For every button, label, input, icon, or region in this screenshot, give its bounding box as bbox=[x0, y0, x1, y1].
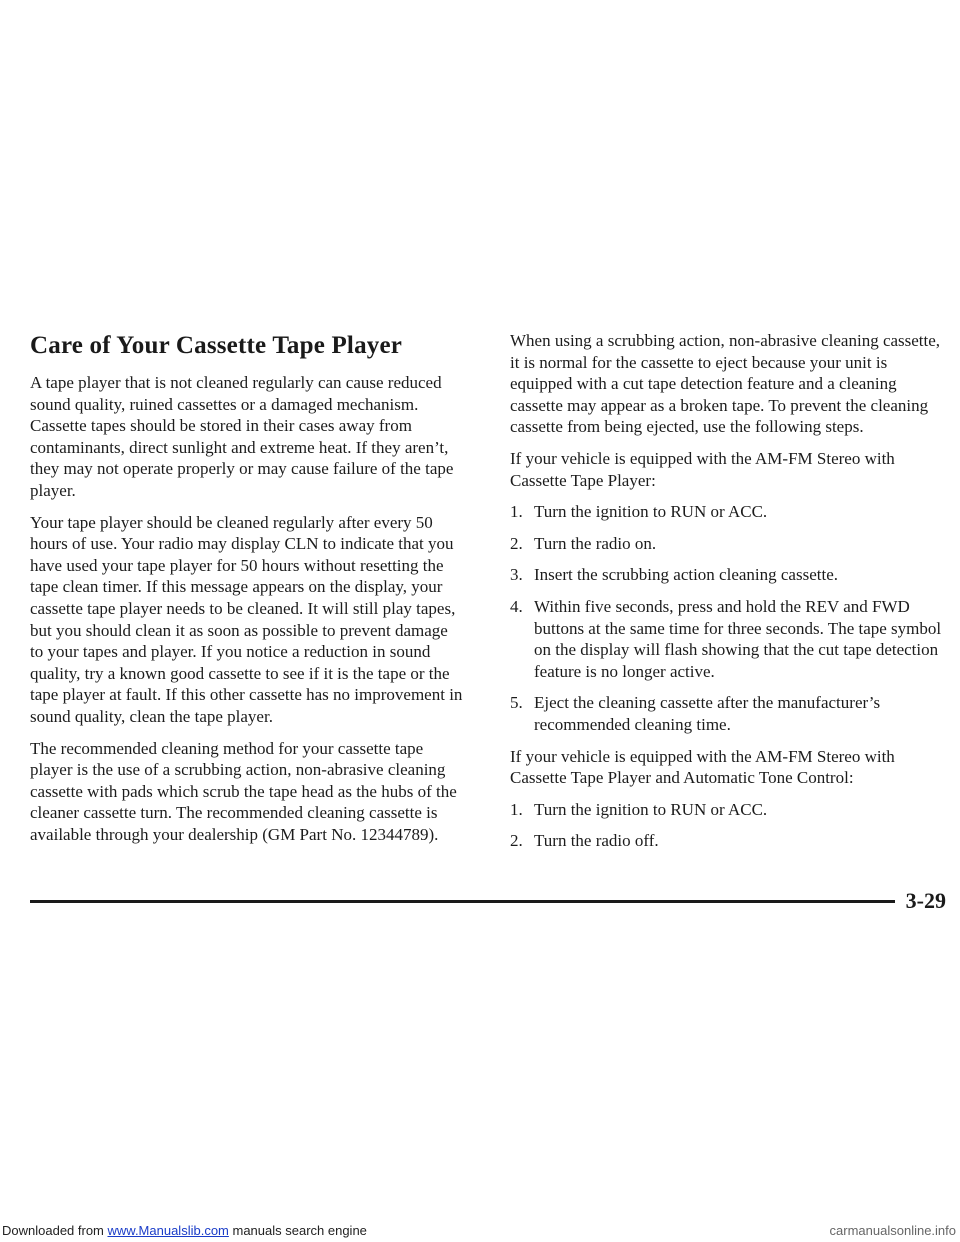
steps-list bbox=[510, 799, 950, 852]
footer-download-note bbox=[2, 1223, 367, 1238]
step-number: 4. bbox=[510, 596, 523, 616]
paragraph: The recommended cleaning method for your cassette tape player is the use of a scrubbing action, non-abrasive cleaning cassette with pads which scrub the tape head as the hubs of the cleaner cassette turn. The recommended cleaning cassette is available through your dealership (GM Part No. 12344789). bbox=[30, 738, 457, 844]
paragraph: A tape player that is not cleaned regularly can cause reduced sound quality, ruined cassettes or a damaged mechanism. Cassette tapes should be stored in their cases away from contaminants, direct sunlight and extreme heat. If they aren’t, they may not operate properly or may cause failure of the tape player. bbox=[30, 373, 454, 500]
paragraph: Your tape player should be cleaned regularly after every 50 hours of use. Your radio may display CLN to indicate that you have used your tape player for 50 hours without resetting the tape clean timer. If this message appears on the display, your cassette tape player needs to be cleaned. It will still play tapes, but you should clean it as soon as possible to prevent damage to your tapes and player. If you notice a reduction in sound quality, try a known good cassette to see if it is the tape or the tape player at fault. If this other cassette has no improvement in sound quality, clean the tape player. bbox=[30, 512, 463, 726]
manualslib-link[interactable]: www.Manualslib.com bbox=[107, 1223, 229, 1238]
list-item bbox=[510, 799, 950, 821]
step-text: Turn the radio on. bbox=[534, 533, 657, 553]
intro-paragraph: When using a scrubbing action, non-abrasive cleaning cassette, it is normal for the cassette to eject because your unit is equipped with a cut tape detection feature and a cleaning cassette may appear as a broken tape. To prevent the cleaning cassette from being ejected, use the following steps. bbox=[510, 331, 941, 437]
footer bbox=[0, 1220, 960, 1242]
list-item bbox=[510, 830, 950, 852]
lead-paragraph: If your vehicle is equipped with the AM-FM Stereo with Cassette Tape Player and Automatic Tone Control: bbox=[510, 746, 895, 788]
list-item bbox=[510, 564, 950, 586]
step-text: Eject the cleaning cassette after the manufacturer’s recommended cleaning time. bbox=[534, 693, 881, 734]
left-column bbox=[30, 330, 465, 855]
right-column bbox=[510, 330, 950, 862]
step-number: 3. bbox=[510, 565, 523, 585]
page-number: 3-29 bbox=[905, 888, 946, 913]
footer-suffix: manuals search engine bbox=[228, 1223, 367, 1238]
list-item bbox=[510, 533, 950, 555]
list-item bbox=[510, 501, 950, 523]
list-item bbox=[510, 596, 950, 682]
step-number: 1. bbox=[510, 799, 523, 819]
step-text: Insert the scrubbing action cleaning cassette. bbox=[534, 565, 838, 585]
step-text: Turn the radio off. bbox=[534, 831, 659, 851]
section-title: Care of Your Cassette Tape Player bbox=[30, 332, 403, 359]
list-item bbox=[510, 692, 950, 735]
lead-paragraph: If your vehicle is equipped with the AM-FM Stereo with Cassette Tape Player: bbox=[510, 448, 895, 490]
step-number: 5. bbox=[510, 693, 523, 713]
footer-watermark: carmanualsonline.info bbox=[829, 1223, 956, 1238]
step-text: Turn the ignition to RUN or ACC. bbox=[534, 799, 768, 819]
step-number: 2. bbox=[510, 533, 523, 553]
steps-list bbox=[510, 501, 950, 735]
step-text: Within five seconds, press and hold the REV and FWD buttons at the same time for three seconds. The tape symbol on the display will flash showing that the cut tape detection feature is no longer active. bbox=[534, 596, 942, 681]
step-number: 2. bbox=[510, 831, 523, 851]
page-rule bbox=[30, 900, 895, 903]
step-number: 1. bbox=[510, 502, 523, 522]
step-text: Turn the ignition to RUN or ACC. bbox=[534, 502, 768, 522]
footer-prefix: Downloaded from bbox=[2, 1223, 108, 1238]
